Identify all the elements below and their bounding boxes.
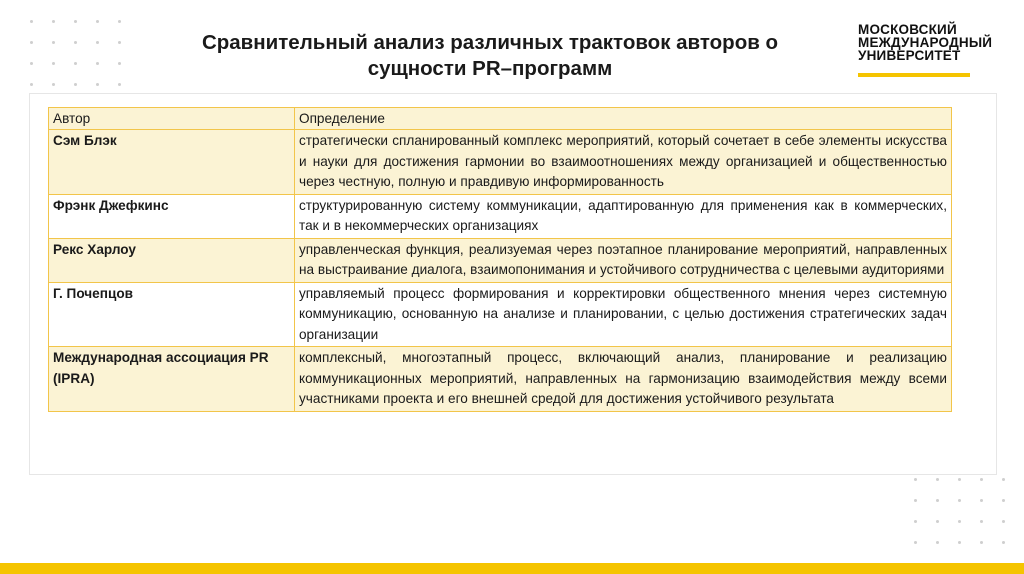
decorative-dot (958, 541, 961, 544)
decorative-dot (30, 83, 33, 86)
decorative-dot (936, 520, 939, 523)
author-cell: Сэм Блэк (49, 130, 295, 195)
table-header-row (49, 108, 952, 130)
decorative-dot (96, 41, 99, 44)
decorative-dot (936, 499, 939, 502)
decorative-dot (96, 62, 99, 65)
decorative-dot (30, 20, 33, 23)
decorative-dot (958, 499, 961, 502)
decorative-dot (118, 20, 121, 23)
decorative-dot (958, 520, 961, 523)
table-row (49, 347, 952, 412)
table-row (49, 194, 952, 238)
decorative-dot (96, 20, 99, 23)
column-header-definition: Определение (295, 108, 952, 130)
slide-title: Сравнительный анализ различных трактовок авторов о сущности PR–программ (201, 31, 779, 80)
logo-line-1: МОСКОВСКИЙ (858, 22, 957, 37)
decorative-dot (936, 541, 939, 544)
decorative-dot (1002, 499, 1005, 502)
bottom-accent-bar (0, 563, 1024, 574)
decorative-dot (118, 83, 121, 86)
decorative-dot (74, 83, 77, 86)
decorative-dot (118, 62, 121, 65)
decorative-dot (52, 62, 55, 65)
university-logo (858, 23, 1018, 62)
decorative-dot (52, 83, 55, 86)
decorative-dot (914, 520, 917, 523)
definition-cell: управленческая функция, реализуемая через поэтапное планирование мероприятий, направленных на выстраивание диалога, взаимопонимания и устойчивого сотрудничества с целевыми аудиториями (295, 238, 952, 282)
decorative-dot (74, 41, 77, 44)
decorative-dot (1002, 520, 1005, 523)
definition-cell: комплексный, многоэтапный процесс, включающий анализ, планирование и реализацию коммуникационных мероприятий, направленных на гармонизацию взаимодействия между всеми участниками проекта и его внешней средой для достижения устойчивого результата (295, 347, 952, 412)
author-cell: Рекс Харлоу (49, 238, 295, 282)
logo-line-3: УНИВЕРСИТЕТ (858, 48, 961, 63)
decorative-dot (936, 478, 939, 481)
decorative-dot (118, 41, 121, 44)
decorative-dot (30, 62, 33, 65)
decorative-dot (1002, 478, 1005, 481)
decorative-dot (52, 20, 55, 23)
decorative-dot (96, 83, 99, 86)
decorative-dot (914, 499, 917, 502)
column-header-author: Автор (49, 108, 295, 130)
logo-line-2: МЕЖДУНАРОДНЫЙ (858, 35, 993, 50)
author-cell: Фрэнк Джефкинс (49, 194, 295, 238)
table-row (49, 282, 952, 347)
decorative-dot (958, 478, 961, 481)
author-cell: Г. Почепцов (49, 282, 295, 347)
decorative-dot (74, 62, 77, 65)
decorative-dot (980, 499, 983, 502)
comparison-table (48, 107, 952, 412)
decorative-dot (914, 541, 917, 544)
decorative-dot (980, 478, 983, 481)
definition-cell: структурированную систему коммуникации, адаптированную для применения как в коммерческих, так и в некоммерческих организациях (295, 194, 952, 238)
decorative-dot (914, 478, 917, 481)
decorative-dot (980, 541, 983, 544)
table-row (49, 130, 952, 195)
decorative-dot (52, 41, 55, 44)
decorative-dot (30, 41, 33, 44)
decorative-dot (74, 20, 77, 23)
definition-cell: управляемый процесс формирования и корректировки общественного мнения через системную коммуникацию, основанную на анализе и планировании, с целью достижения стратегических задач организации (295, 282, 952, 347)
definition-cell: стратегически спланированный комплекс мероприятий, который сочетает в себе элементы искусства и науки для достижения гармонии во взаимоотношениях между организацией и общественностью через честную, полную и правдивую информированность (295, 130, 952, 195)
decorative-dot (1002, 541, 1005, 544)
table-row (49, 238, 952, 282)
decorative-dot (980, 520, 983, 523)
author-cell: Международная ассоциация PR (IPRA) (49, 347, 295, 412)
logo-underline (858, 73, 970, 77)
